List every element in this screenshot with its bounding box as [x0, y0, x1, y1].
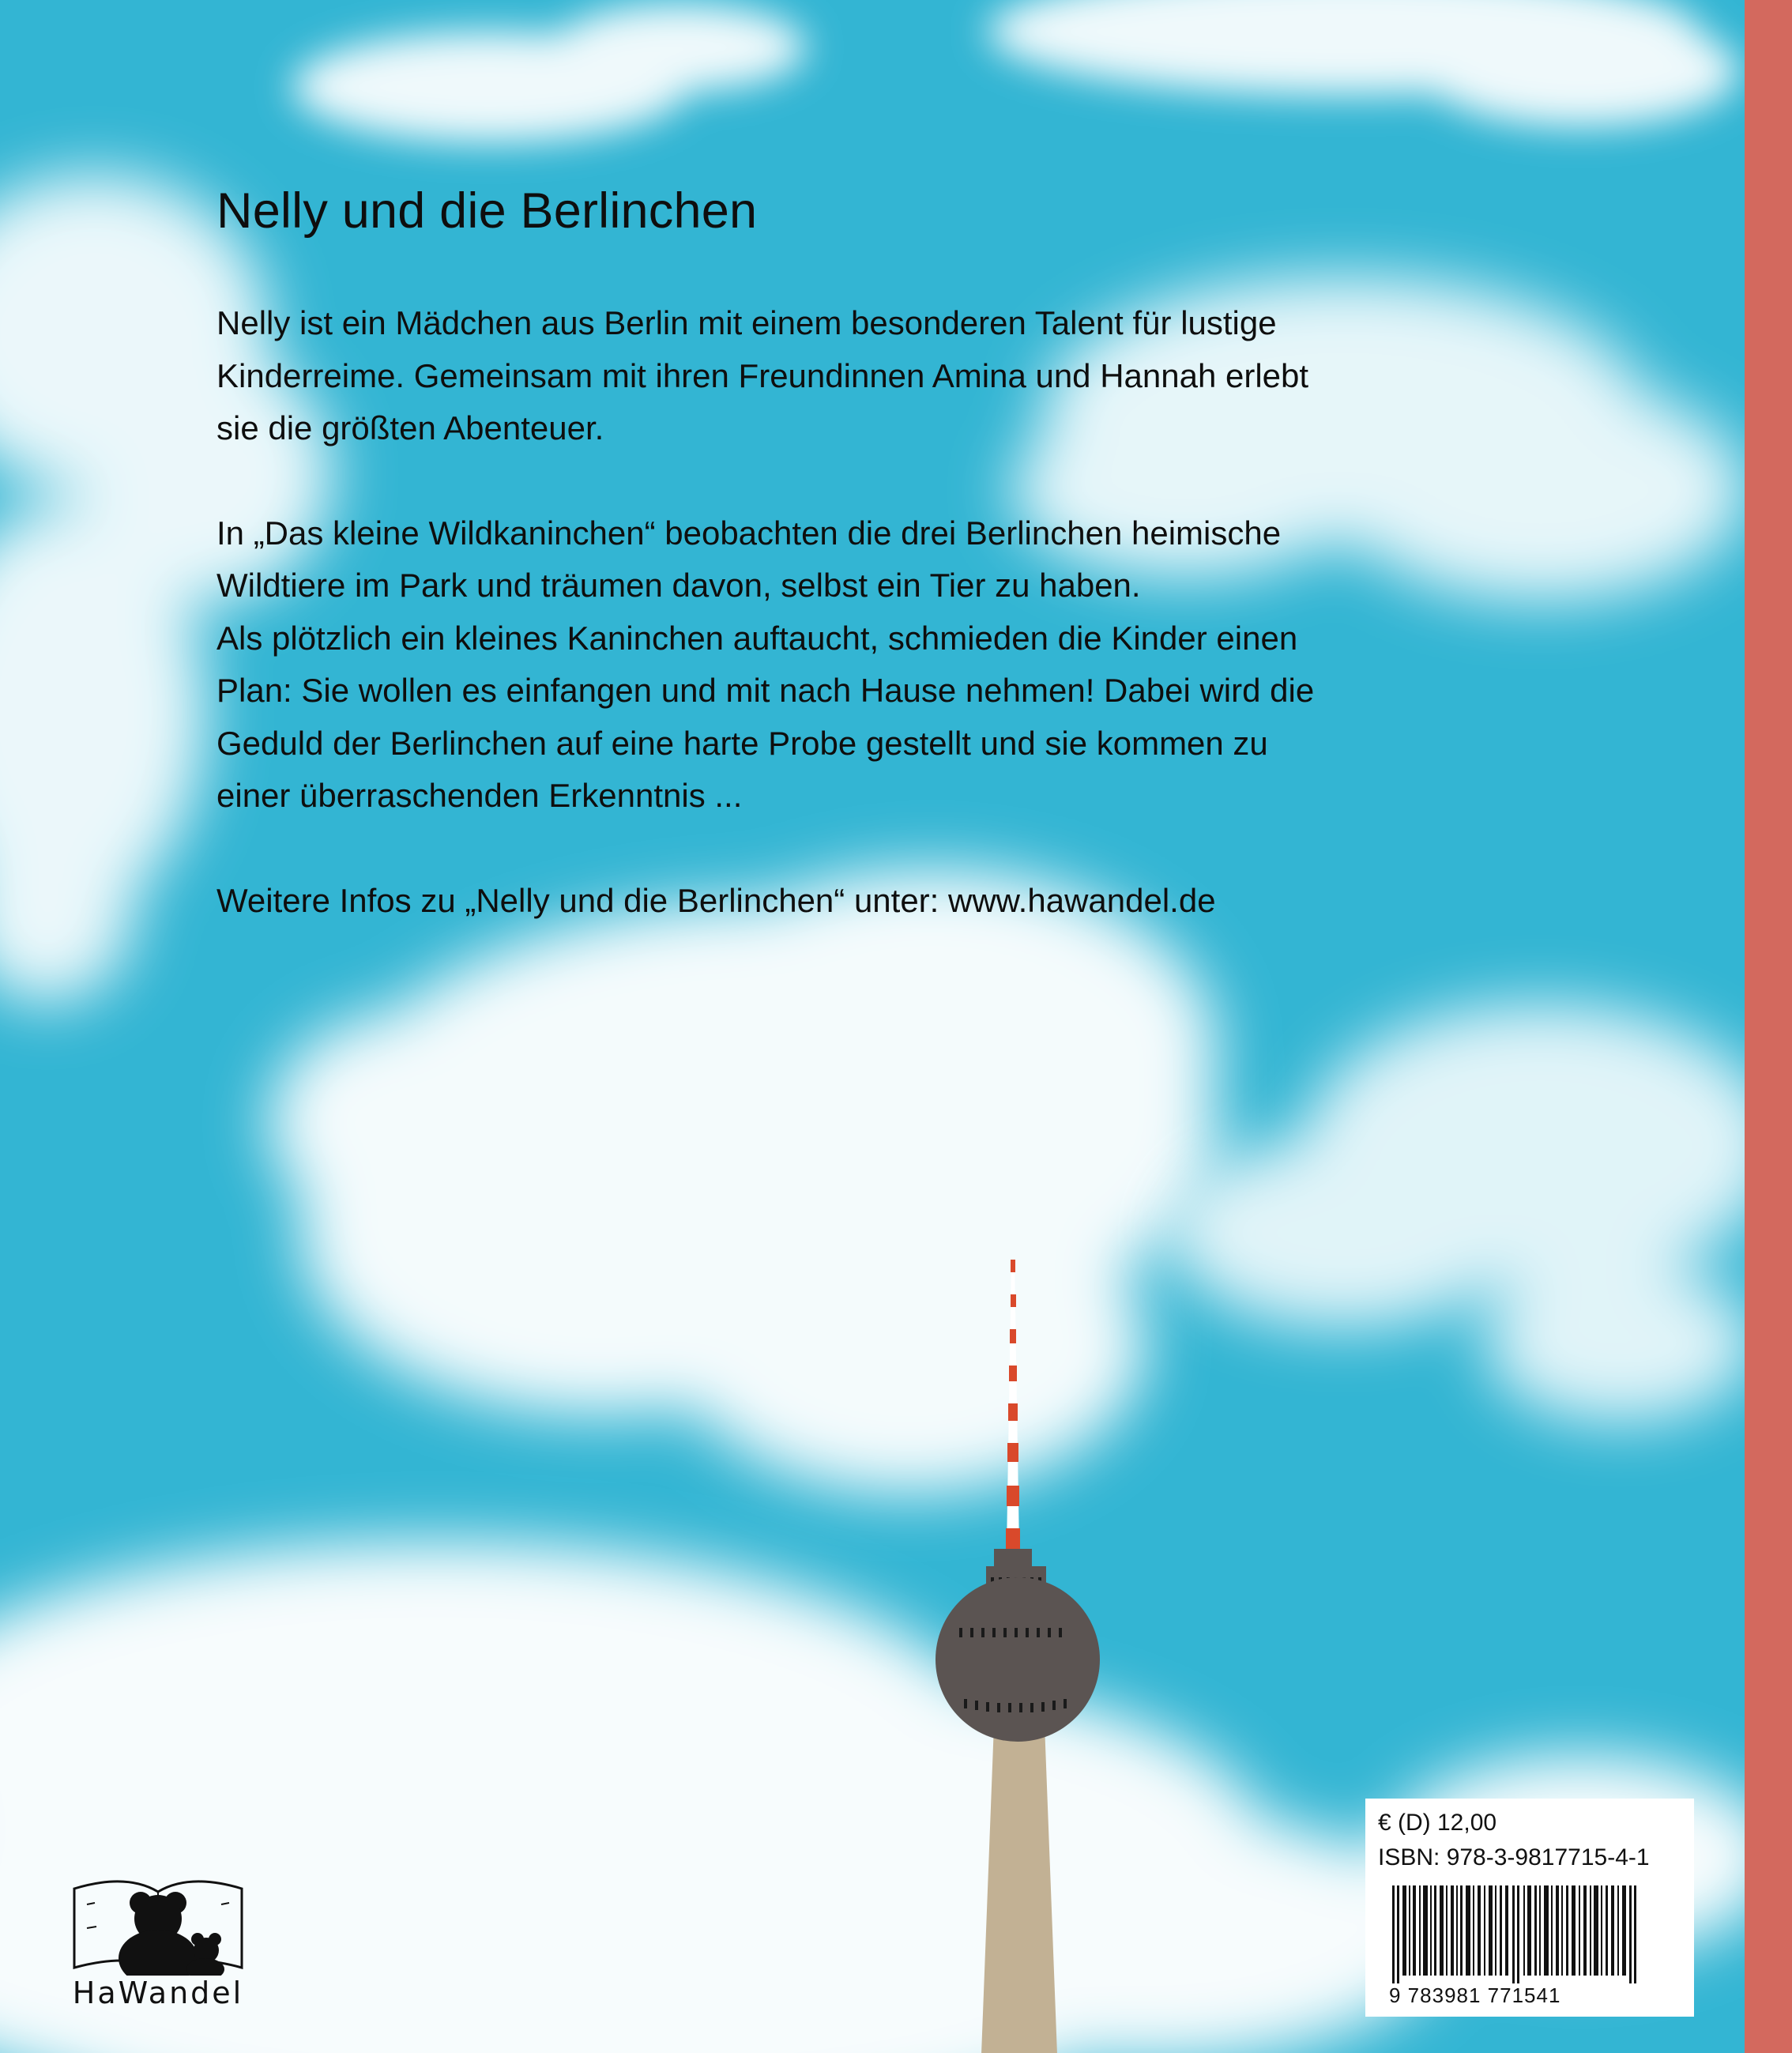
barcode-digits: 9 783981 771541: [1389, 1983, 1561, 2007]
text-line: Plan: Sie wollen es einfangen und mit nach Hause nehmen! Dabei wird die: [216, 672, 1315, 709]
blurb: [216, 180, 1560, 927]
publisher-name: HaWandel: [72, 1976, 244, 2010]
text-line: Wildtiere im Park und träumen davon, selbst ein Tier zu haben.: [216, 567, 1141, 604]
text-line: einer überraschenden Erkenntnis ...: [216, 777, 743, 814]
text-line: Als plötzlich ein kleines Kaninchen auftaucht, schmieden die Kinder einen: [216, 619, 1298, 657]
text-line: Geduld der Berlinchen auf eine harte Probe gestellt und sie kommen zu: [216, 724, 1268, 762]
isbn-label: ISBN: 978-3-9817715-4-1: [1378, 1844, 1650, 1870]
book-title: Nelly und die Berlinchen: [216, 183, 758, 239]
text-line: Nelly ist ein Mädchen aus Berlin mit einem besonderen Talent für lustige: [216, 304, 1277, 341]
publisher-logo: [40, 1857, 277, 2015]
price-isbn-box: [1365, 1799, 1694, 2017]
text-line: Kinderreime. Gemeinsam mit ihren Freundinnen Amina und Hannah erlebt: [216, 356, 1309, 394]
blurb-paragraph-2: [216, 507, 1560, 823]
blurb-paragraph-1: [216, 297, 1560, 455]
more-info-line: Weitere Infos zu „Nelly und die Berlinchen“ unter: www.hawandel.de: [216, 881, 1216, 919]
barcode-icon: [1389, 1885, 1673, 1983]
book-spine-edge: [1745, 0, 1792, 2053]
berlin-tv-tower-icon: [909, 1256, 1130, 2053]
text-line: In „Das kleine Wildkaninchen“ beobachten die drei Berlinchen heimische: [216, 514, 1282, 552]
text-line: sie die größten Abenteuer.: [216, 409, 604, 446]
price-label: € (D) 12,00: [1378, 1810, 1497, 1836]
bear-book-logo-icon: [40, 1857, 277, 1976]
